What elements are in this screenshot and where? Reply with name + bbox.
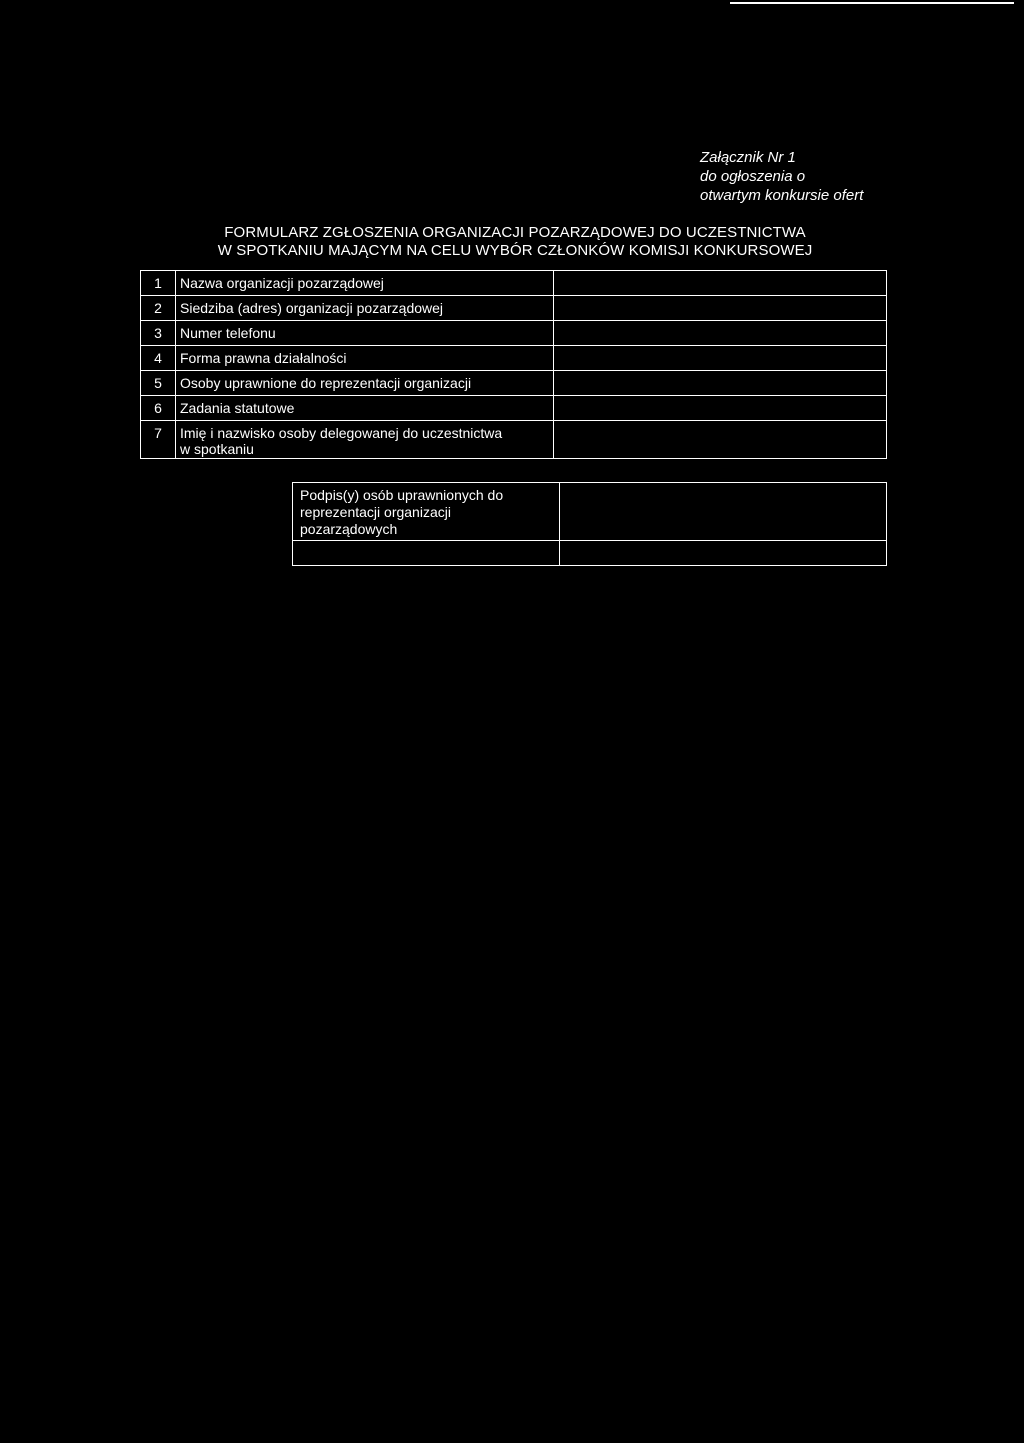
row-number: 6 (141, 396, 176, 421)
row-number: 3 (141, 321, 176, 346)
application-form-table (140, 270, 887, 459)
signature-extra-field[interactable] (560, 541, 887, 566)
form-title-line-2: W SPOTKANIU MAJĄCYM NA CELU WYBÓR CZŁONKÓW KOMISJI KONKURSOWEJ (217, 242, 813, 259)
form-row (141, 371, 887, 396)
top-rule (730, 2, 1014, 4)
attachment-line-1: Załącznik Nr 1 (700, 149, 796, 166)
signature-label-line-2: reprezentacji organizacji (300, 504, 451, 520)
form-row (141, 346, 887, 371)
form-title (140, 224, 890, 260)
signature-field[interactable] (560, 483, 887, 541)
row-number: 1 (141, 271, 176, 296)
statutory-tasks-field[interactable] (554, 396, 887, 421)
row-number: 7 (141, 421, 176, 459)
row-label-line-2: w spotkaniu (180, 441, 254, 457)
row-label: Osoby uprawnione do reprezentacji organizacji (176, 371, 554, 396)
legal-form-field[interactable] (554, 346, 887, 371)
form-row (141, 271, 887, 296)
signature-label-line-1: Podpis(y) osób uprawnionych do (300, 487, 504, 503)
form-title-line-1: FORMULARZ ZGŁOSZENIA ORGANIZACJI POZARZĄDOWEJ DO UCZESTNICTWA (224, 224, 806, 241)
form-row (141, 396, 887, 421)
row-label: Siedziba (adres) organizacji pozarządowej (176, 296, 554, 321)
organization-address-field[interactable] (554, 296, 887, 321)
attachment-line-2: do ogłoszenia o (700, 168, 806, 185)
row-label: Nazwa organizacji pozarządowej (176, 271, 554, 296)
row-label-line-1: Imię i nazwisko osoby delegowanej do uczestnictwa (180, 425, 503, 441)
row-number: 2 (141, 296, 176, 321)
organization-name-field[interactable] (554, 271, 887, 296)
attachment-note (700, 148, 863, 205)
row-number: 5 (141, 371, 176, 396)
row-label (176, 421, 554, 459)
signature-extra-cell (293, 541, 560, 566)
delegate-name-field[interactable] (554, 421, 887, 459)
row-label: Numer telefonu (176, 321, 554, 346)
phone-number-field[interactable] (554, 321, 887, 346)
form-row (141, 321, 887, 346)
signature-row (293, 541, 887, 566)
row-number: 4 (141, 346, 176, 371)
row-label: Forma prawna działalności (176, 346, 554, 371)
form-row (141, 421, 887, 459)
form-row (141, 296, 887, 321)
representatives-field[interactable] (554, 371, 887, 396)
signature-label (293, 483, 560, 541)
attachment-line-3: otwartym konkursie ofert (700, 187, 864, 204)
signature-label-line-3: pozarządowych (300, 521, 398, 537)
signature-row (293, 483, 887, 541)
row-label: Zadania statutowe (176, 396, 554, 421)
signature-table (292, 482, 887, 566)
